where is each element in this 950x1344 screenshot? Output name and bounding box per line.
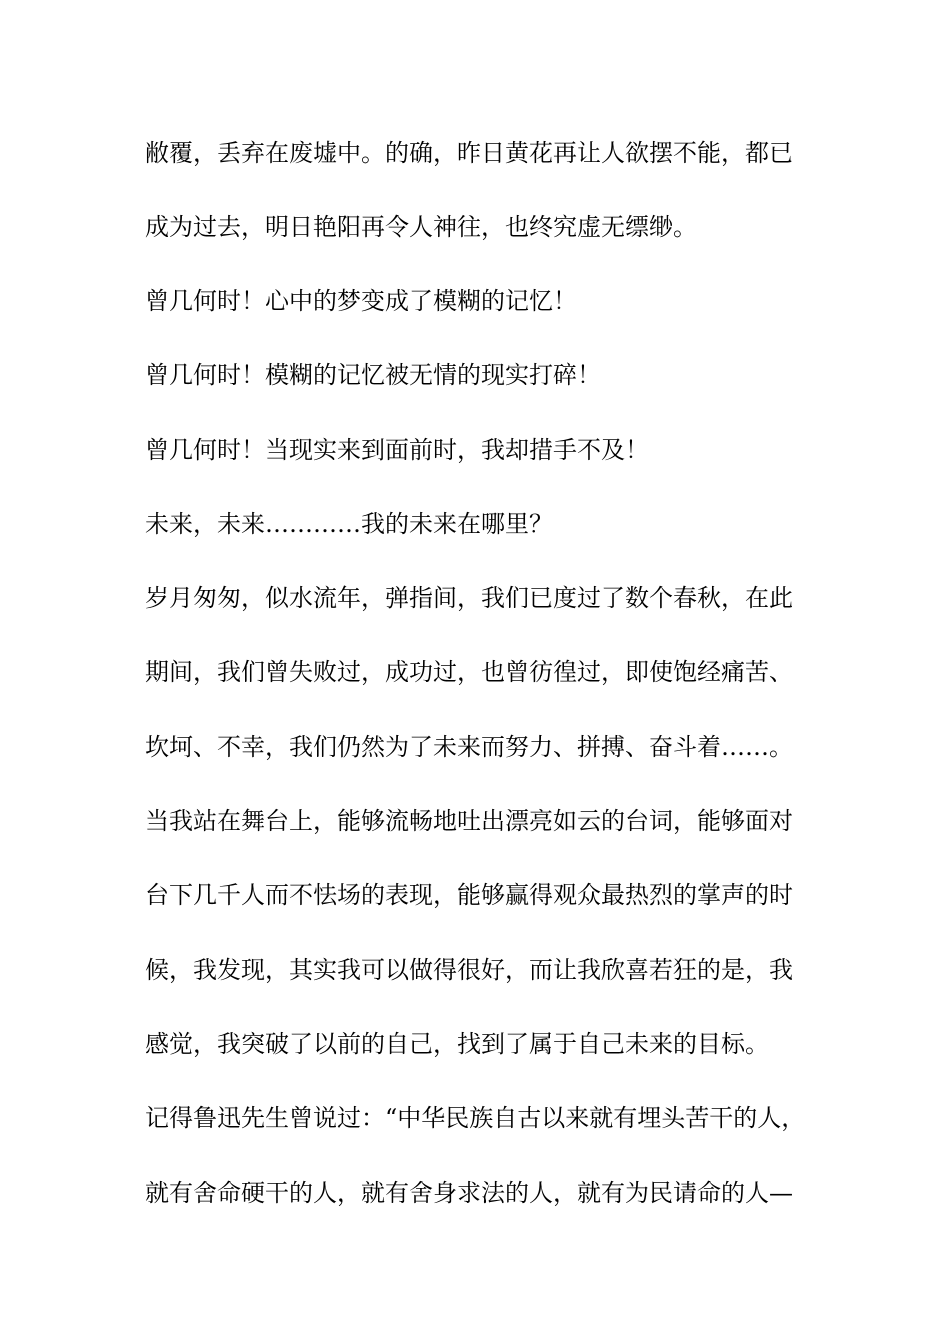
- text-line: 成为过去，明日艳阳再令人神往，也终究虚无缥缈。: [145, 213, 697, 241]
- text-line: 候，我发现，其实我可以做得很好，而让我欣喜若狂的是，我: [145, 956, 793, 984]
- text-line: 曾几何时！当现实来到面前时，我却措手不及！: [145, 436, 649, 464]
- text-line: 未来，未来…………我的未来在哪里？: [145, 510, 553, 538]
- text-line: 记得鲁迅先生曾说过：“中华民族自古以来就有埋头苦干的人，: [145, 1104, 806, 1132]
- text-line: 感觉，我突破了以前的自己，找到了属于自己未来的目标。: [145, 1030, 769, 1058]
- text-line: 曾几何时！心中的梦变成了模糊的记忆！: [145, 287, 577, 315]
- text-line: 就有舍命硬干的人，就有舍身求法的人，就有为民请命的人—: [145, 1179, 793, 1207]
- text-line: 当我站在舞台上，能够流畅地吐出漂亮如云的台词，能够面对: [145, 807, 793, 835]
- text-line: 敝覆，丢弃在废墟中。的确，昨日黄花再让人欲摆不能，都已: [145, 139, 793, 167]
- text-line: 台下几千人而不怯场的表现，能够赢得观众最热烈的掌声的时: [145, 881, 793, 909]
- text-line: 岁月匆匆，似水流年，弹指间，我们已度过了数个春秋，在此: [145, 584, 793, 612]
- text-line: 期间，我们曾失败过，成功过，也曾彷徨过，即使饱经痛苦、: [145, 658, 793, 686]
- text-line: 坎坷、不幸，我们仍然为了未来而努力、拼搏、奋斗着……。: [145, 733, 793, 761]
- text-line: 曾几何时！模糊的记忆被无情的现实打碎！: [145, 361, 601, 389]
